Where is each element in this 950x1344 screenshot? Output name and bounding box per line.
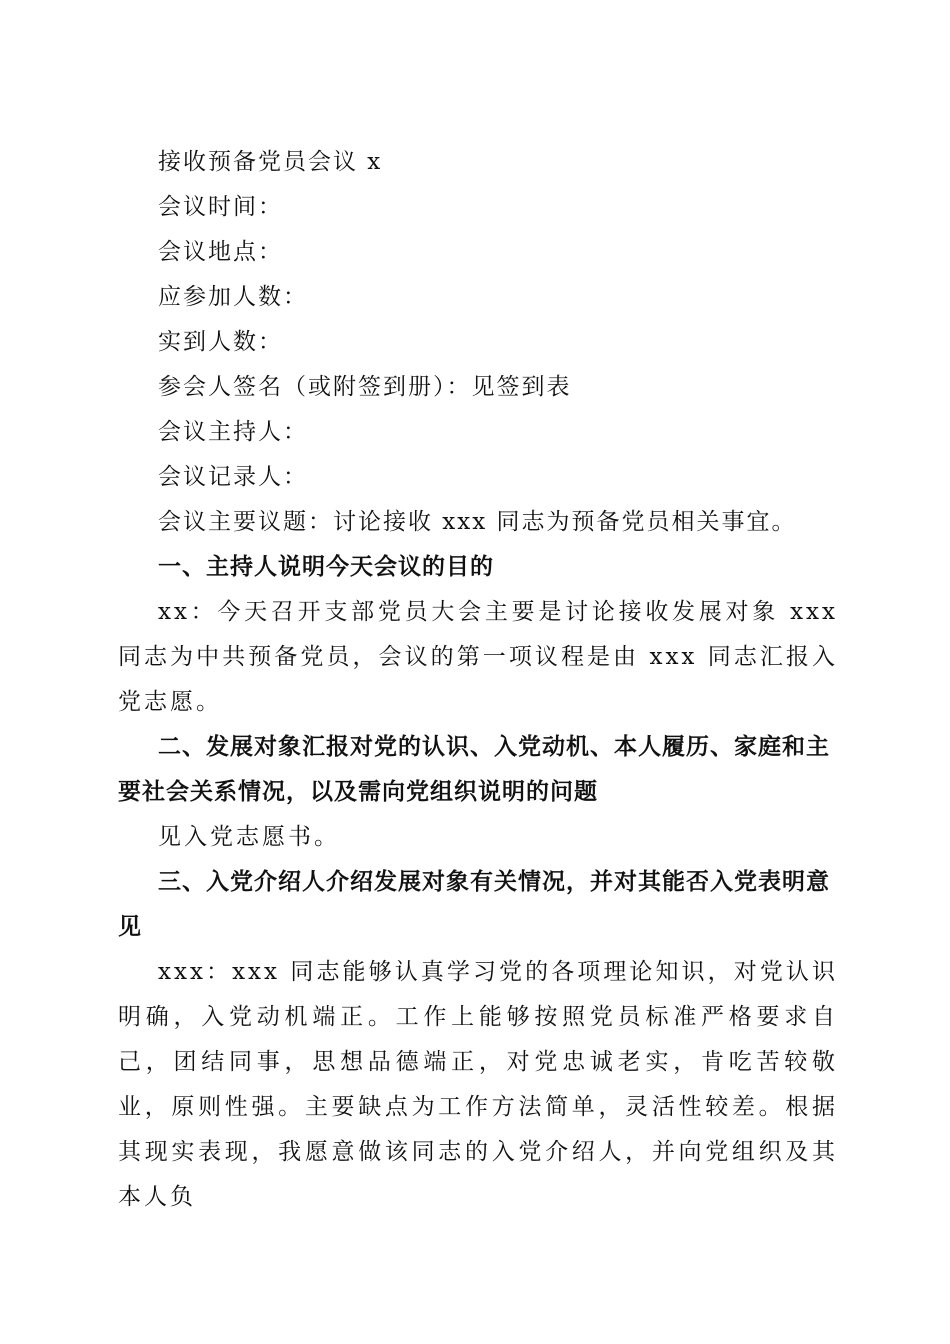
section-1-body: xx：今天召开支部党员大会主要是讨论接收发展对象 xxx 同志为中共预备党员，会议的第一项议程是由 xxx 同志汇报入党志愿。 [118,599,838,715]
field-recorder: 会议记录人： [158,464,308,490]
section-2-body: 见入党志愿书。 [158,824,340,850]
section-1-heading: 一、主持人说明今天会议的目的 [158,554,494,580]
field-meeting-location: 会议地点： [158,239,283,265]
field-main-topic: 会议主要议题：讨论接收 xxx 同志为预备党员相关事宜。 [158,509,797,535]
document-title: 接收预备党员会议 x [158,149,383,175]
field-host: 会议主持人： [158,419,308,445]
field-actual-attendees: 实到人数： [158,329,283,355]
field-meeting-time: 会议时间： [158,194,283,220]
section-2-heading: 二、发展对象汇报对党的认识、入党动机、本人履历、家庭和主要社会关系情况，以及需向党组织说明的问题 [118,734,830,805]
section-3-body: xxx：xxx 同志能够认真学习党的各项理论知识，对党认识明确，入党动机端正。工作上能够按照党员标准严格要求自己，团结同事，思想品德端正，对党忠诚老实，肯吃苦较敬业，原则性强。主要缺点为工作方法简单，灵活性较差。根据其现实表现，我愿意做该同志的入党介绍人，并向党组织及其本人负 [118,959,838,1210]
document-content [118,140,838,1220]
field-signatures: 参会人签名（或附签到册）：见签到表 [158,374,572,400]
field-expected-attendees: 应参加人数： [158,284,308,310]
section-3-heading: 三、入党介绍人介绍发展对象有关情况，并对其能否入党表明意见 [118,869,830,940]
